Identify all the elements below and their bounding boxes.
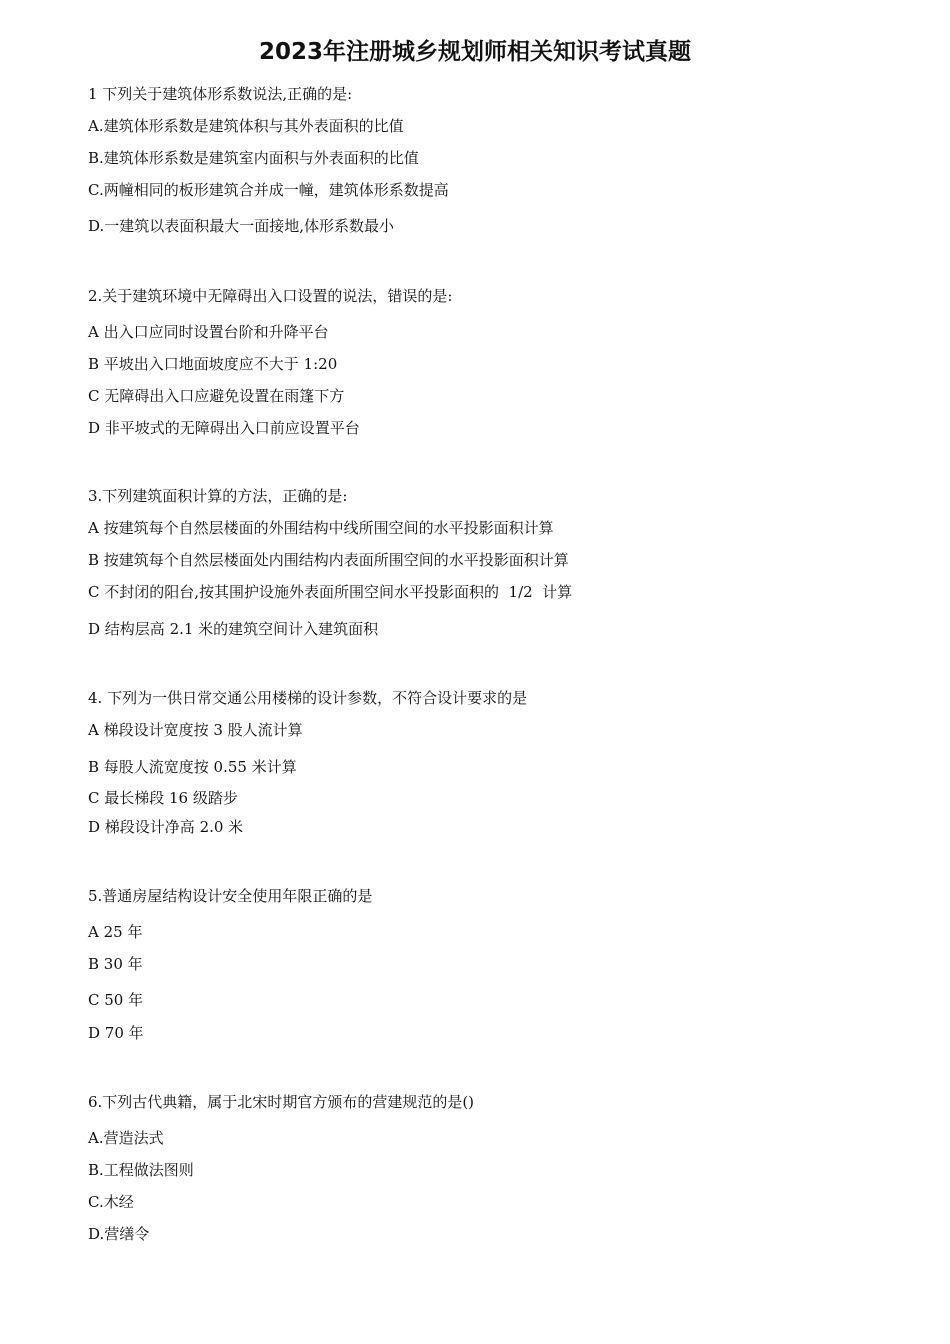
option-b: B 按建筑每个自然层楼面处内围结构内表面所围空间的水平投影面积计算 — [88, 551, 569, 569]
option-b: B.建筑体形系数是建筑室内面积与外表面积的比值 — [88, 149, 419, 167]
option-c: C 最长梯段 16 级踏步 — [88, 789, 238, 807]
page-title: 2023年注册城乡规划师相关知识考试真题 — [258, 39, 691, 65]
option-a: A.营造法式 — [88, 1129, 164, 1147]
option-d: D.营缮令 — [88, 1225, 150, 1243]
option-d: D 梯段设计净高 2.0 米 — [88, 818, 244, 836]
question-stem: 3.下列建筑面积计算的方法，正确的是: — [88, 487, 348, 505]
question-stem: 5.普通房屋结构设计安全使用年限正确的是 — [88, 887, 373, 905]
option-b: B.工程做法图则 — [88, 1161, 194, 1179]
option-c: C 无障碍出入口应避免设置在雨篷下方 — [88, 387, 345, 405]
question-stem: 6.下列古代典籍，属于北宋时期官方颁布的营建规范的是() — [88, 1093, 475, 1111]
question-stem: 4. 下列为一供日常交通公用楼梯的设计参数，不符合设计要求的是 — [88, 689, 528, 707]
question-2 — [88, 286, 453, 437]
option-b: B 每股人流宽度按 0.55 米计算 — [88, 758, 297, 776]
question-4 — [88, 688, 528, 836]
question-5 — [88, 886, 373, 1042]
option-a: A.建筑体形系数是建筑体积与其外表面积的比值 — [88, 117, 404, 135]
option-a: A 25 年 — [88, 923, 143, 941]
option-a: A 梯段设计宽度按 3 股人流计算 — [88, 721, 303, 739]
question-stem: 1 下列关于建筑体形系数说法,正确的是: — [88, 85, 353, 103]
question-stem: 2.关于建筑环境中无障碍出入口设置的说法，错误的是: — [88, 287, 453, 305]
option-d: D.一建筑以表面积最大一面接地,体形系数最小 — [88, 217, 395, 235]
option-d: D 结构层高 2.1 米的建筑空间计入建筑面积 — [88, 620, 379, 638]
option-b: B 平坡出入口地面坡度应不大于 1:20 — [88, 355, 338, 373]
option-d: D 70 年 — [88, 1024, 144, 1042]
option-b: B 30 年 — [88, 955, 143, 973]
question-6 — [88, 1092, 475, 1243]
option-d: D 非平坡式的无障碍出入口前应设置平台 — [88, 419, 360, 437]
option-c: C 不封闭的阳台,按其围护设施外表面所围空间水平投影面积的 1/2 计算 — [88, 583, 573, 601]
question-1 — [88, 84, 449, 235]
question-3 — [88, 486, 573, 638]
option-c: C.木经 — [88, 1193, 134, 1211]
option-c: C 50 年 — [88, 991, 144, 1009]
option-c: C.两幢相同的板形建筑合并成一幢，建筑体形系数提高 — [88, 181, 449, 199]
option-a: A 按建筑每个自然层楼面的外围结构中线所围空间的水平投影面积计算 — [88, 519, 554, 537]
option-a: A 出入口应同时设置台阶和升降平台 — [88, 323, 329, 341]
